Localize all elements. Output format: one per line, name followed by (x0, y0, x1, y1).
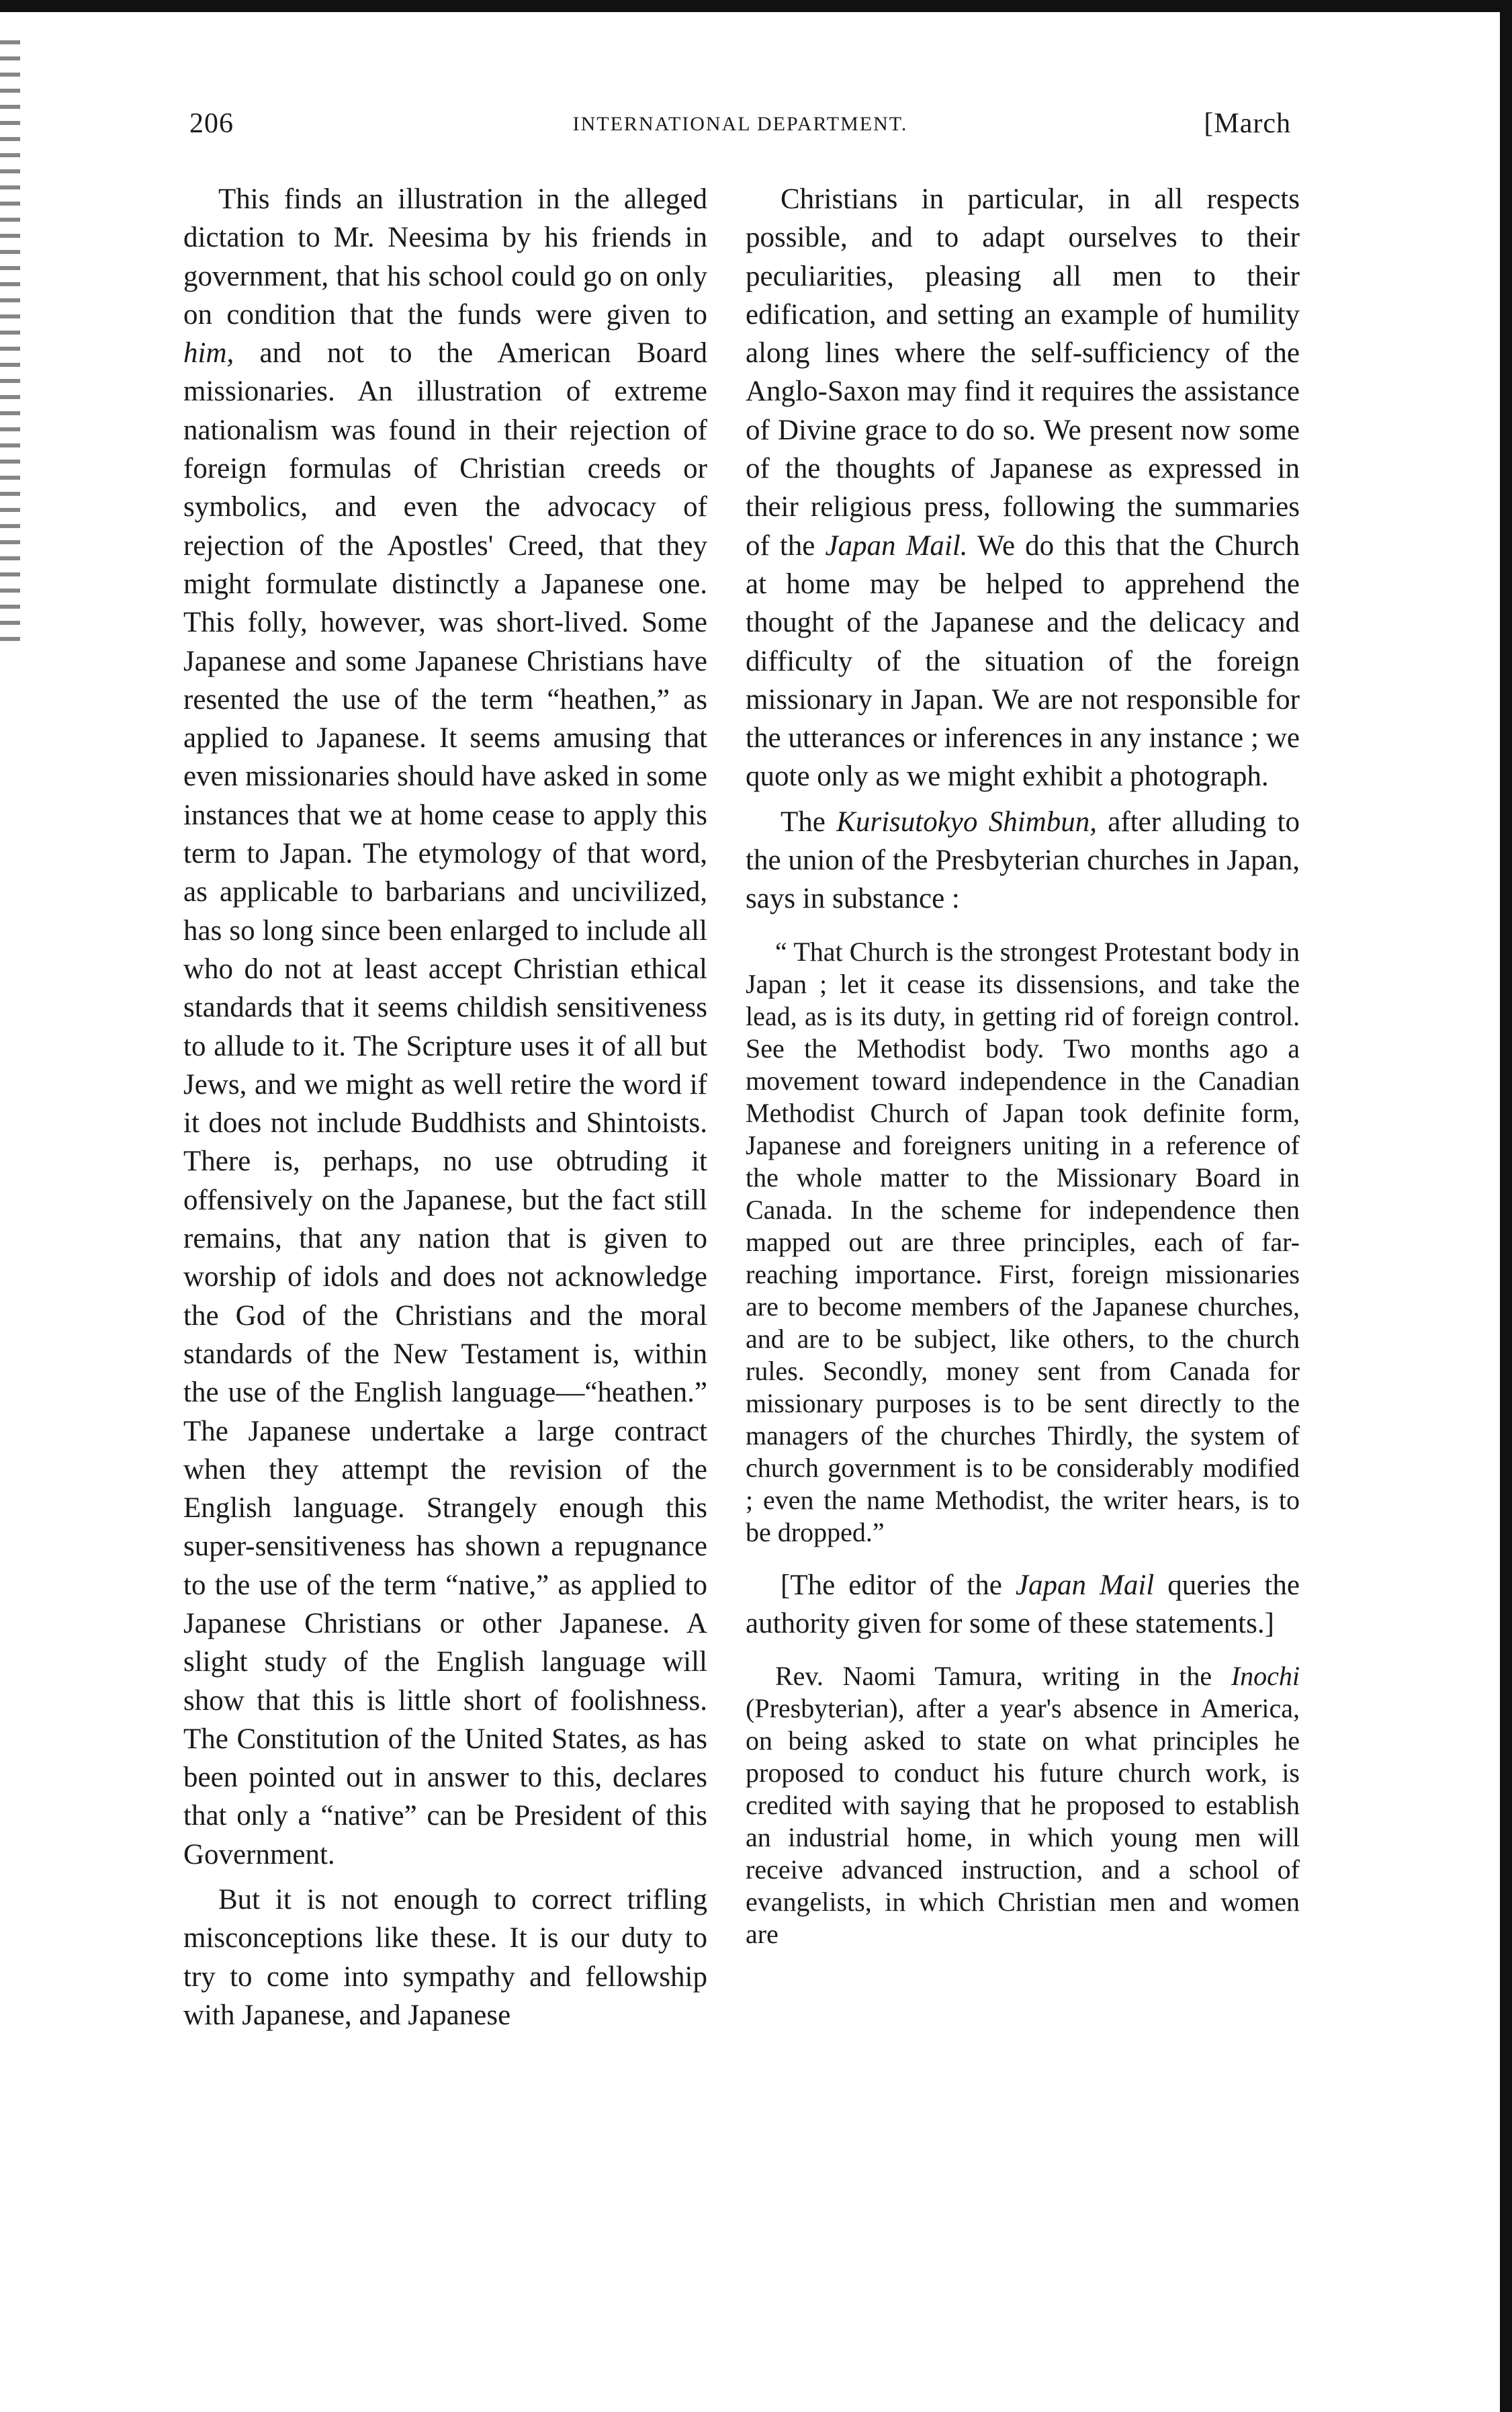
running-month: [March (1204, 108, 1291, 139)
left-column (183, 180, 707, 2034)
block-quote: “ That Church is the strongest Protestant body in Japan ; let it cease its dissensions, and take the lead, as is its duty, in getting rid of foreign control. See the Methodist body. Two months ago a movement toward independence in the Canadian Methodist Church of Japan took definite form, Japanese and foreigners uniting in a reference of the whole matter to the Missionary Board in Canada. In the scheme for independence then mapped out are three principles, each of far-reaching importance. First, foreign missionaries are to become members of the Japanese churches, and are to be subject, like others, to the church rules. Secondly, money sent from Canada for missionary purposes is to be sent directly to the managers of the churches Thirdly, the system of church government is to be considerably modified ; even the name Methodist, the writer hears, is to be dropped.” (746, 936, 1300, 1547)
page-header (189, 107, 1291, 148)
editor-note: [The editor of the Japan Mail queries the authority given for some of these statements.] (746, 1569, 1300, 1639)
page-number: 206 (189, 108, 234, 139)
binding-edge-marks (0, 40, 20, 645)
top-border (0, 0, 1512, 12)
paragraph: Rev. Naomi Tamura, writing in the Inochi (Presbyterian), after a year's absence in America, on being asked to state on what principles he proposed to conduct his future church work, is credited with saying that he proposed to establish an industrial home, in which young men will receive advanced instruction, and a school of evangelists, in which Christian men and women are (746, 1661, 1300, 1950)
paragraph: The Kurisutokyo Shimbun, after alluding to the union of the Presbyterian churches in Japan, says in substance : (746, 806, 1300, 915)
paragraph: This finds an illustration in the alleged dictation to Mr. Neesima by his friends in government, that his school could go on only on condition that the funds were given to him, and not to the American Board missionaries. An illustration of extreme nationalism was found in their rejection of foreign formulas of Christian creeds or symbolics, and even the advocacy of rejection of the Apostles' Creed, that they might formulate distinctly a Japanese one. This folly, however, was short-lived. Some Japanese and some Japanese Christians have resented the use of the term “heathen,” as applied to Japanese. It seems amusing that even missionaries should have asked in some instances that we at home cease to apply this term to Japan. The etymology of that word, as applicable to barbarians and uncivilized, has so long since been enlarged to include all who do not at least accept Christian ethical standards that it seems childish sensitiveness to allude to it. The Scripture uses it of all but Jews, and we might as well retire the word if it does not include Buddhists and Shintoists. There is, perhaps, no use obtruding it offensively on the Japanese, but the fact still remains, that any nation that is given to worship of idols and does not acknowledge the God of the Christians and the moral standards of the New Testament is, within the use of the English language—“heathen.” The Japanese undertake a large contract when they attempt the revision of the English language. Strangely enough this super-sensitiveness has shown a repugnance to the use of the term “native,” as applied to Japanese Christians or other Japanese. A slight study of the English language will show that this is little short of foolishness. The Constitution of the United States, as has been pointed out in answer to this, declares that only a “native” can be President of this Government. (183, 183, 707, 1870)
right-border (1500, 0, 1512, 2412)
paragraph: But it is not enough to correct trifling misconceptions like these. It is our duty to try to come into sympathy and fellowship with Japanese, and Japanese (183, 1884, 707, 2031)
running-title: INTERNATIONAL DEPARTMENT. (572, 113, 908, 135)
paragraph: Christians in particular, in all respects possible, and to adapt ourselves to their peculiarities, pleasing all men to their edification, and setting an example of humility along lines where the self-sufficiency of the Anglo-Saxon may find it requires the assistance of Divine grace to do so. We present now some of the thoughts of Japanese as expressed in their religious press, following the summaries of the Japan Mail. We do this that the Church at home may be helped to apprehend the thought of the Japanese and the delicacy and difficulty of the situation of the foreign missionary in Japan. We are not responsible for the utterances or inferences in any instance ; we quote only as we might exhibit a photograph. (746, 183, 1300, 793)
right-column (746, 180, 1300, 1950)
